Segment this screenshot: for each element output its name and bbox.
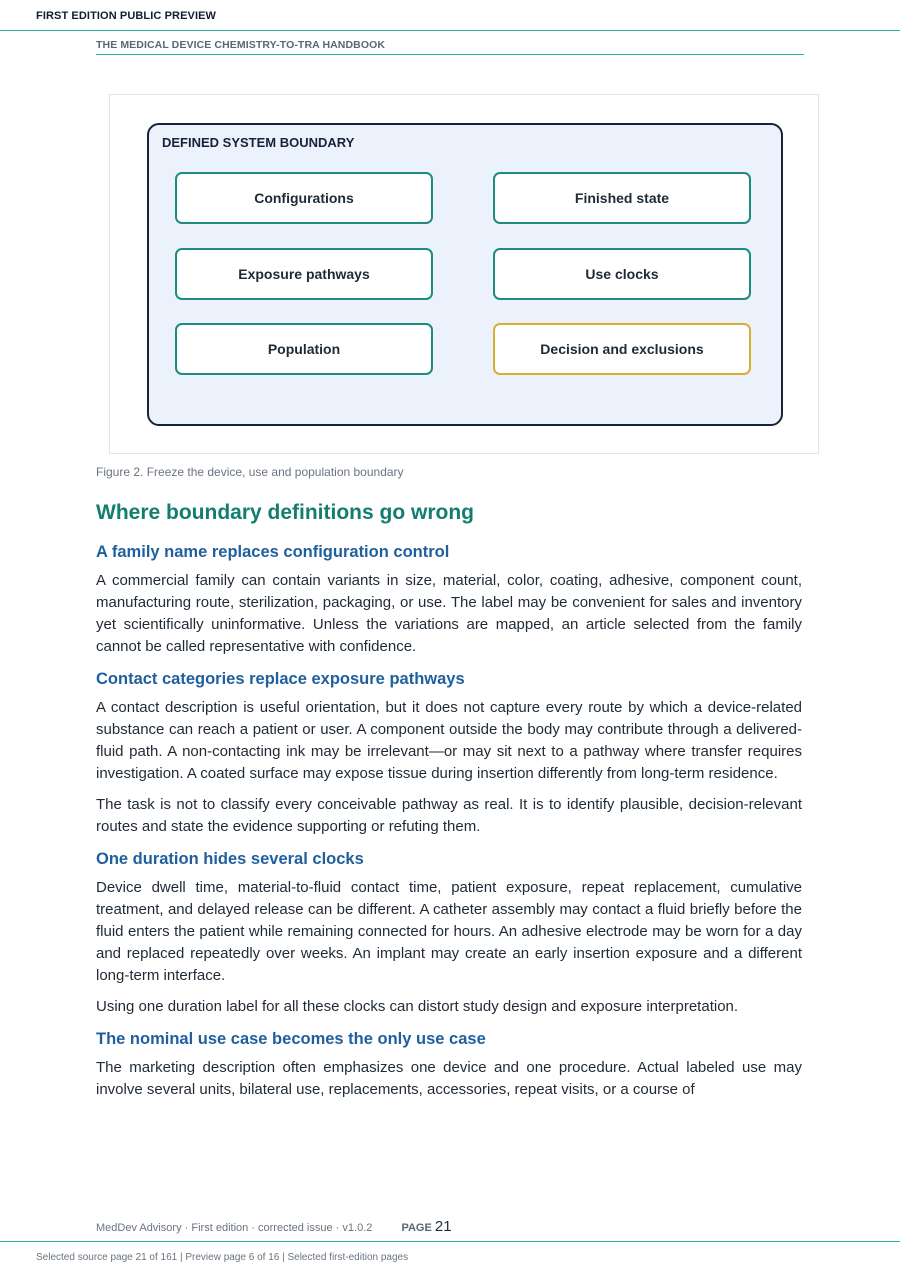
preview-info-strip [0, 1241, 900, 1274]
node-use-clocks: Use clocks [493, 248, 751, 300]
subsection-contact-categories [96, 668, 802, 838]
footer-publisher: MedDev Advisory [96, 1222, 182, 1234]
footer-page-label: PAGE [401, 1222, 432, 1234]
footer-separator: · [184, 1222, 189, 1234]
subsection-title: The nominal use case becomes the only use case [96, 1030, 486, 1048]
paragraph: A contact description is useful orientation, but it does not capture every route by which a device-related substance can reach a patient or user. A component outside the body may contribute through a delivered-fluid path. A non-contacting ink may be irrelevant—or may sit next to a pathway where transfer requires investigation. A coated surface may expose tissue during insertion differently from long-term residence. [96, 699, 802, 782]
paragraph: The task is not to classify every conceivable pathway as real. It is to identify plausible, decision-relevant routes and state the evidence supporting or refuting them. [96, 796, 802, 835]
subsection-title: A family name replaces configuration control [96, 543, 450, 561]
page-footer [96, 1218, 452, 1235]
main-content [96, 499, 802, 1111]
subsection-title: Contact categories replace exposure pathways [96, 670, 465, 688]
paragraph: Using one duration label for all these clocks can distort study design and exposure interpretation. [96, 998, 739, 1015]
book-title: THE MEDICAL DEVICE CHEMISTRY-TO-TRA HANDBOOK [96, 39, 386, 51]
subsection-family-name [96, 541, 802, 658]
boundary-title: DEFINED SYSTEM BOUNDARY [162, 135, 355, 150]
footer-edition: First edition · corrected issue [191, 1222, 333, 1234]
paragraph: Device dwell time, material-to-fluid contact time, patient exposure, repeat replacement, cumulative treatment, and delayed release can be different. A catheter assembly may contact a fluid briefly before the fluid enters the patient while remaining connected for hours. An adhesive electrode may be worn for a day and replaced repeatedly over weeks. An implant may create an early insertion exposure and a different long-term interface. [96, 879, 802, 984]
footer-separator: · [335, 1222, 340, 1234]
footer-page-number: 21 [434, 1218, 452, 1235]
figure-frame [109, 94, 819, 454]
system-boundary-box [147, 123, 783, 426]
node-exposure-pathways: Exposure pathways [175, 248, 433, 300]
paragraph: The marketing description often emphasizes one device and one procedure. Actual labeled use may involve several units, bilateral use, replacements, accessories, repeat visits, or a course of [96, 1059, 802, 1098]
subsection-nominal-use-case [96, 1028, 802, 1101]
node-decision-and-exclusions: Decision and exclusions [493, 323, 751, 375]
preview-info-label: Selected source page 21 of 161 | Preview page 6 of 16 | Selected first-edition pages [36, 1252, 409, 1263]
figure-caption: Figure 2. Freeze the device, use and population boundary [96, 465, 404, 479]
paragraph: A commercial family can contain variants in size, material, color, coating, adhesive, component count, manufacturing route, sterilization, packaging, or use. The label may be convenient for sales and inventory yet scientifically uninformative. Unless the variations are mapped, an article selected from the family cannot be called representative with confidence. [96, 572, 802, 655]
node-population: Population [175, 323, 433, 375]
node-configurations: Configurations [175, 172, 433, 224]
edition-banner-label: FIRST EDITION PUBLIC PREVIEW [36, 10, 217, 22]
subsection-duration-clocks [96, 848, 802, 1018]
footer-version: v1.0.2 [342, 1222, 373, 1234]
subsection-title: One duration hides several clocks [96, 850, 364, 868]
section-heading: Where boundary definitions go wrong [96, 501, 474, 524]
running-head [96, 35, 804, 55]
top-banner [0, 0, 900, 31]
node-finished-state: Finished state [493, 172, 751, 224]
